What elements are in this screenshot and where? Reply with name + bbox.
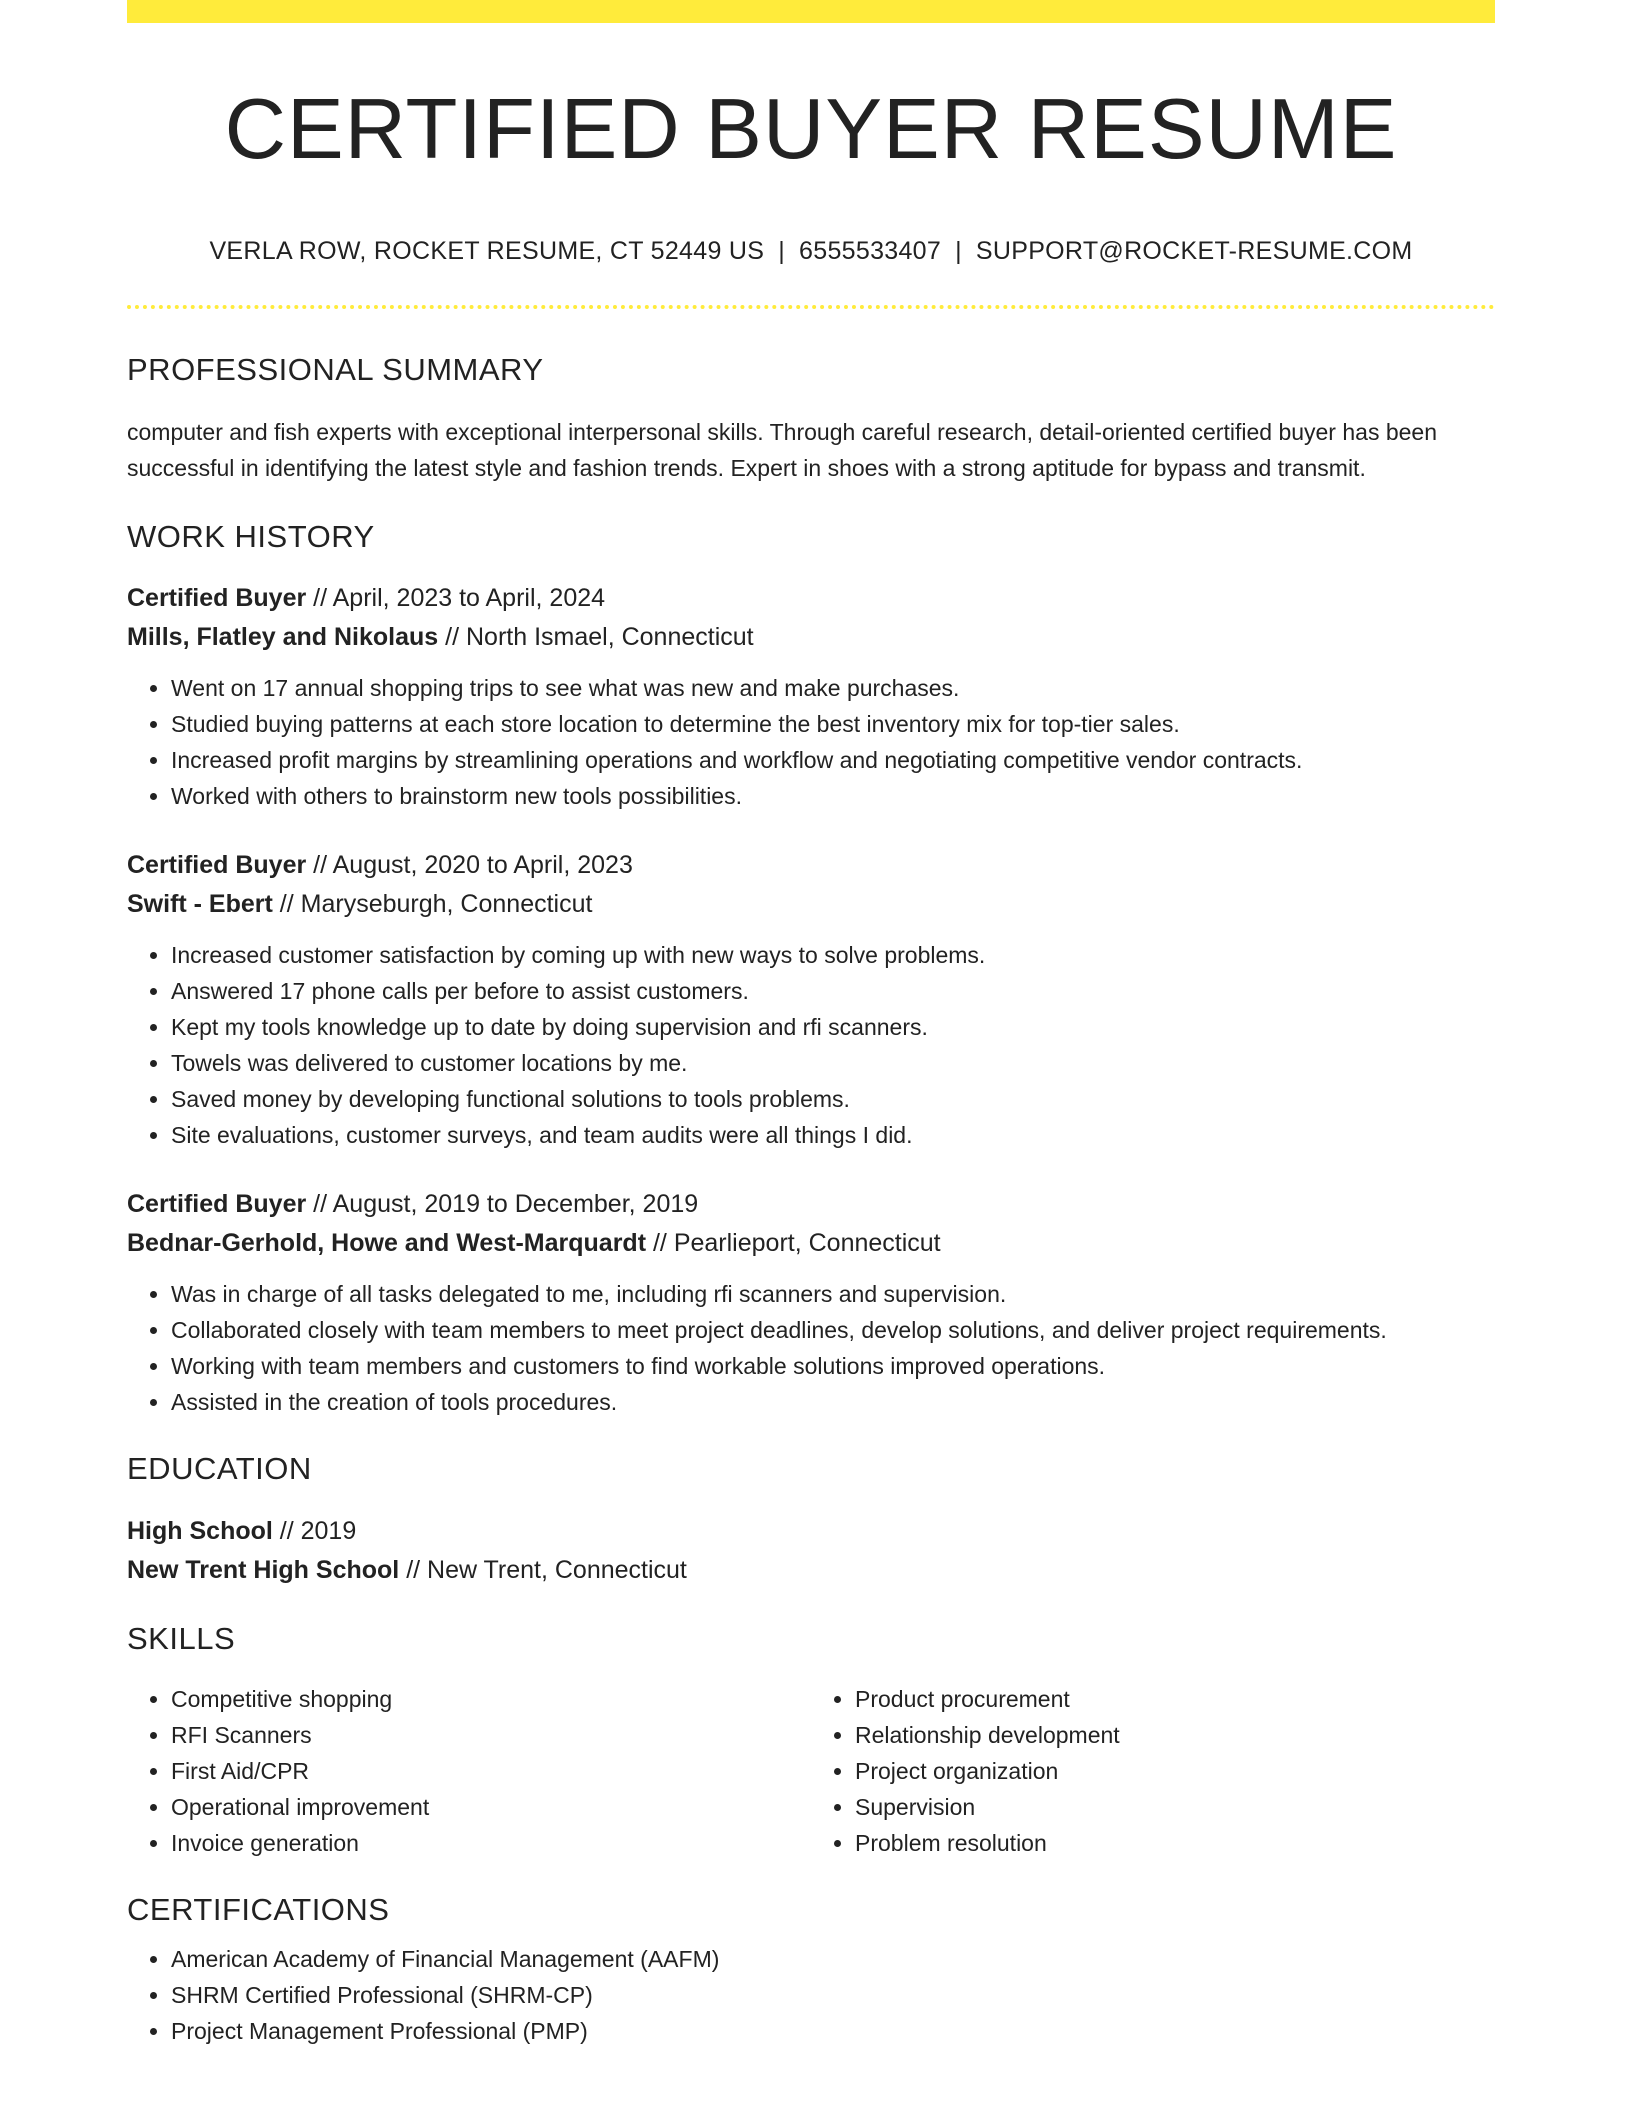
job-title-line: [127, 579, 1495, 618]
job-bullet: • Site evaluations, customer surveys, and team audits were all things I did.: [171, 1117, 1495, 1153]
resume-page: [127, 0, 1495, 2049]
certification-item: • SHRM Certified Professional (SHRM-CP): [171, 1977, 1495, 2013]
education-year: // 2019: [279, 1516, 357, 1545]
job-bullet: • Working with team members and customers to find workable solutions improved operations.: [171, 1348, 1495, 1384]
job-dates: // August, 2020 to April, 2023: [313, 851, 633, 880]
job-bullets: [127, 670, 1495, 814]
job-bullet: • Towels was delivered to customer locations by me.: [171, 1045, 1495, 1081]
job-location: // North Ismael, Connecticut: [445, 623, 754, 652]
job-company-line: [127, 1224, 1495, 1263]
job-company: Swift - Ebert: [127, 890, 273, 919]
contact-address: VERLA ROW, ROCKET RESUME, CT 52449 US: [209, 236, 765, 265]
job-title-line: [127, 846, 1495, 885]
skill-item: • RFI Scanners: [171, 1717, 811, 1753]
education-location: // New Trent, Connecticut: [406, 1555, 687, 1584]
skill-item: • Relationship development: [855, 1717, 1495, 1753]
job-title: Certified Buyer: [127, 851, 307, 880]
education-degree: High School: [127, 1516, 273, 1545]
certification-item: • American Academy of Financial Management (AAFM): [171, 1941, 1495, 1977]
job-bullet: • Studied buying patterns at each store location to determine the best inventory mix for top-tier sales.: [171, 706, 1495, 742]
skill-item: • Invoice generation: [171, 1825, 811, 1861]
education-school-line: [127, 1551, 1495, 1590]
job-company-line: [127, 885, 1495, 924]
job-company-line: [127, 618, 1495, 657]
certifications-list: [127, 1941, 1495, 2049]
contact-line: [127, 235, 1495, 268]
job-bullet: • Was in charge of all tasks delegated to me, including rfi scanners and supervision.: [171, 1276, 1495, 1312]
job-bullet: • Saved money by developing functional solutions to tools problems.: [171, 1081, 1495, 1117]
job-entry: [127, 579, 1495, 814]
resume-title: CERTIFIED BUYER RESUME: [224, 82, 1398, 177]
header-divider: [127, 305, 1495, 309]
summary-text: computer and fish experts with exceptional interpersonal skills. Through careful research, detail-oriented certified buyer has been successful in identifying the latest style and fashion trends. Expert in shoes with a strong aptitude for bypass and transmit.: [127, 419, 1438, 482]
skill-item: • Supervision: [855, 1789, 1495, 1825]
education-degree-line: [127, 1512, 1495, 1551]
contact-email: SUPPORT@ROCKET-RESUME.COM: [975, 236, 1413, 265]
education-heading: EDUCATION: [127, 1451, 312, 1487]
job-entry: [127, 1185, 1495, 1420]
work-history-heading: WORK HISTORY: [127, 519, 375, 555]
job-location: // Pearlieport, Connecticut: [652, 1229, 941, 1258]
contact-phone: 6555533407: [799, 236, 942, 265]
job-company: Bednar-Gerhold, Howe and West-Marquardt: [127, 1229, 647, 1258]
job-location: // Maryseburgh, Connecticut: [279, 890, 593, 919]
job-bullet: • Answered 17 phone calls per before to assist customers.: [171, 973, 1495, 1009]
skill-item: • First Aid/CPR: [171, 1753, 811, 1789]
skill-item: • Operational improvement: [171, 1789, 811, 1825]
skills-column-left: [127, 1681, 811, 1861]
skills-heading: SKILLS: [127, 1620, 236, 1656]
skill-item: • Problem resolution: [855, 1825, 1495, 1861]
job-bullet: • Increased customer satisfaction by coming up with new ways to solve problems.: [171, 937, 1495, 973]
job-title: Certified Buyer: [127, 1190, 307, 1219]
job-dates: // April, 2023 to April, 2024: [313, 584, 606, 613]
top-accent-bar: [127, 0, 1495, 23]
certifications-heading: CERTIFICATIONS: [127, 1891, 390, 1927]
job-title: Certified Buyer: [127, 584, 307, 613]
skill-item: • Competitive shopping: [171, 1681, 811, 1717]
job-bullet: • Increased profit margins by streamlining operations and workflow and negotiating competitive vendor contracts.: [171, 742, 1495, 778]
skills-grid: [127, 1669, 1495, 1861]
education-school: New Trent High School: [127, 1555, 400, 1584]
job-bullets: [127, 1276, 1495, 1420]
contact-separator: |: [778, 236, 786, 265]
certification-item: • Project Management Professional (PMP): [171, 2013, 1495, 2049]
job-bullet: • Worked with others to brainstorm new tools possibilities.: [171, 778, 1495, 814]
job-bullets: [127, 937, 1495, 1153]
skill-item: • Product procurement: [855, 1681, 1495, 1717]
summary-heading: PROFESSIONAL SUMMARY: [127, 352, 544, 387]
skill-item: • Project organization: [855, 1753, 1495, 1789]
job-entry: [127, 846, 1495, 1153]
job-dates: // August, 2019 to December, 2019: [313, 1190, 699, 1219]
job-title-line: [127, 1185, 1495, 1224]
job-bullet: • Assisted in the creation of tools procedures.: [171, 1384, 1495, 1420]
job-bullet: • Collaborated closely with team members to meet project deadlines, develop solutions, and deliver project requirements.: [171, 1312, 1495, 1348]
job-company: Mills, Flatley and Nikolaus: [127, 623, 439, 652]
education-entry: [127, 1512, 1495, 1590]
contact-separator: |: [955, 236, 962, 265]
skills-column-right: [811, 1681, 1495, 1861]
job-bullet: • Kept my tools knowledge up to date by doing supervision and rfi scanners.: [171, 1009, 1495, 1045]
job-bullet: • Went on 17 annual shopping trips to see what was new and make purchases.: [171, 670, 1495, 706]
